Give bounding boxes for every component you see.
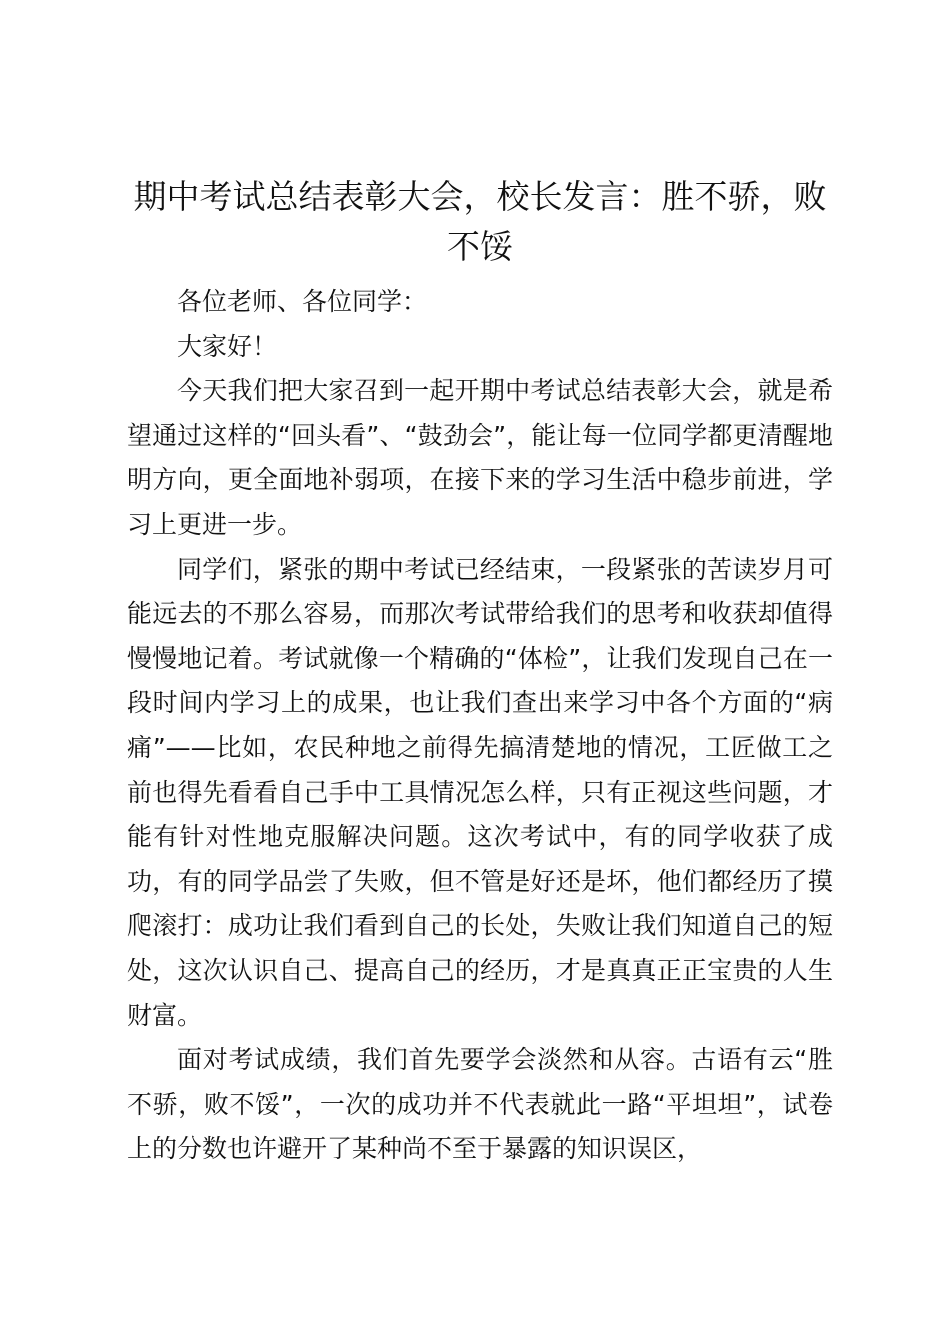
body-paragraph: 同学们，紧张的期中考试已经结束，一段紧张的苦读岁月可能远去的不那么容易，而那次考试带给我们的思考和收获却值得慢慢地记着。考试就像一个精确的“体检”，让我们发现自己在一段时间内学习上的成果，也让我们查出来学习中各个方面的“病痛”——比如，农民种地之前得先搞清楚地的情况，工匠做工之前也得先看看自己手中工具情况怎么样，只有正视这些问题，才能有针对性地克服解决问题。这次考试中，有的同学收获了成功，有的同学品尝了失败，但不管是好还是坏，他们都经历了摸爬滚打：成功让我们看到自己的长处，失败让我们知道自己的短处，这次认识自己、提高自己的经历，才是真真正正宝贵的人生财富。 [127, 554, 833, 1030]
greeting: 大家好！ [177, 331, 278, 361]
salutation: 各位老师、各位同学： [177, 287, 428, 316]
body-paragraph: 面对考试成绩，我们首先要学会淡然和从容。古语有云“胜不骄，败不馁”，一次的成功并不代表就此一路“平坦坦”，试卷上的分数也许避开了某种尚不至于暴露的知识误区， [127, 1045, 833, 1164]
document-title: 期中考试总结表彰大会，校长发言：胜不骄，败不馁 [133, 177, 827, 266]
document-page [127, 172, 833, 1172]
body-paragraph: 今天我们把大家召到一起开期中考试总结表彰大会，就是希望通过这样的“回头看”、“鼓劲会”，能让每一位同学都更清醒地明方向，更全面地补弱项，在接下来的学习生活中稳步前进，学习上更进一步。 [127, 376, 833, 539]
